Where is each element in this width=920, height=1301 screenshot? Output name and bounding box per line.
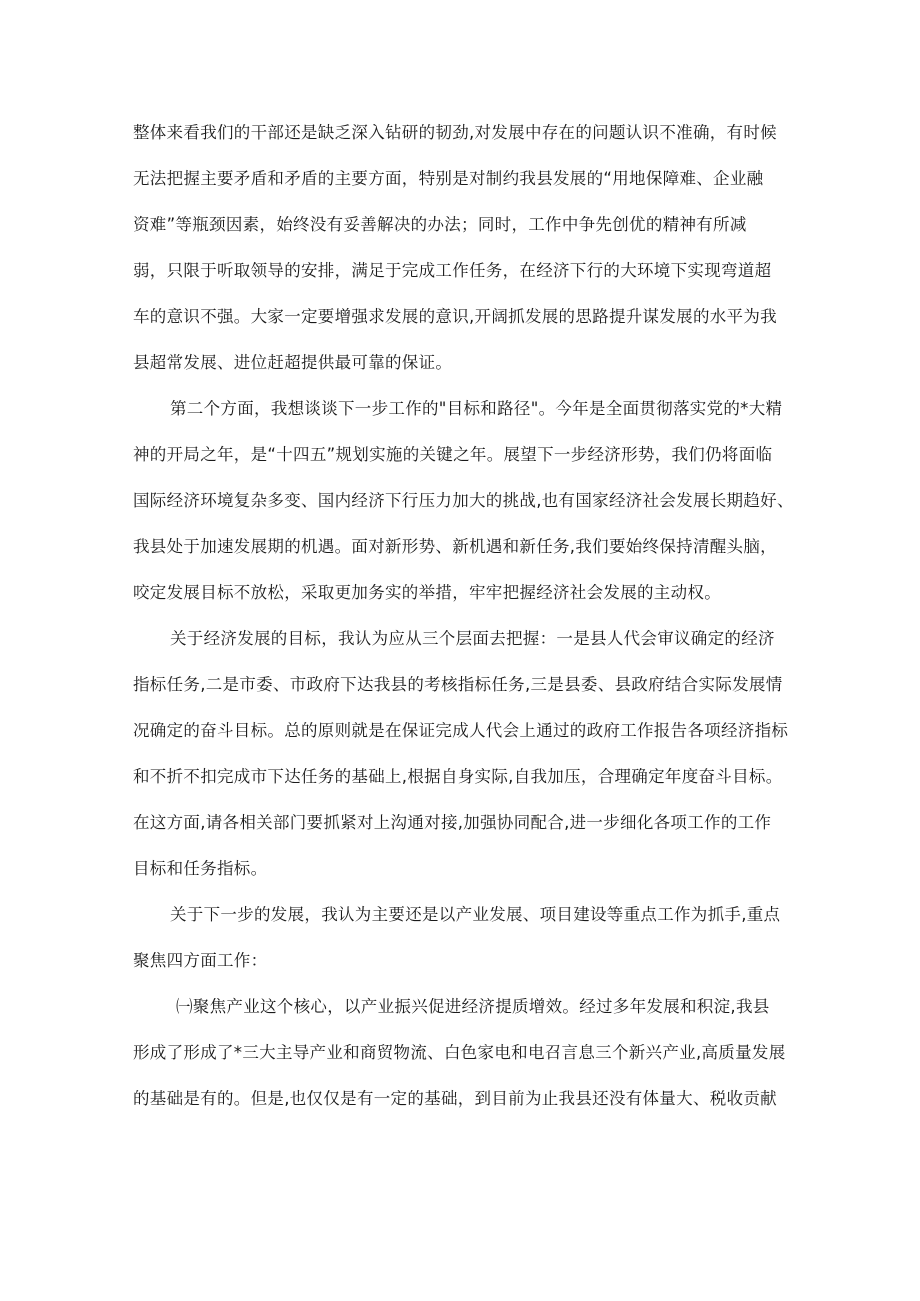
text-line: 资难”等瓶颈因素，始终没有妥善解决的办法；同时，工作中争先创优的精神有所减: [133, 215, 747, 234]
text-line: 形成了形成了*三大主导产业和商贸物流、白色家电和电召言息三个新兴产业,高质量发展: [133, 1043, 786, 1062]
text-line: 况确定的奋斗目标。总的原则就是在保证完成人代会上通过的政府工作报告各项经济指标: [133, 721, 789, 740]
text-line: 关于经济发展的目标，我认为应从三个层面去把握：一是县人代会审议确定的经济: [170, 629, 775, 648]
text-line: 目标和任务指标。: [133, 859, 268, 878]
text-line: 弱，只限于听取领导的安排，满足于完成工作任务，在经济下行的大环境下实现弯道超: [133, 261, 772, 280]
text-line: 咬定发展目标不放松，采取更加务实的举措，牢牢把握经济社会发展的主动权。: [133, 583, 721, 602]
text-line: 国际经济环境复杂多变、国内经济下行压力加大的挑战,也有国家经济社会发展长期趋好、: [133, 491, 794, 510]
text-line: 和不折不扣完成市下达任务的基础上,根据自身实际,自我加压，合理确定年度奋斗目标。: [133, 767, 783, 786]
text-line: 的基础是有的。但是,也仅仅是有一定的基础，到目前为止我县还没有体量大、税收贡献: [133, 1089, 777, 1108]
text-line: 无法把握主要矛盾和矛盾的主要方面，特别是对制约我县发展的“用地保障难、企业融: [133, 169, 764, 188]
text-line: 在这方面,请各相关部门要抓紧对上沟通对接,加强协同配合,进一步细化各项工作的工作: [133, 813, 772, 832]
text-line: 县超常发展、进位赶超提供最可靠的保证。: [133, 353, 453, 372]
text-line: 聚焦四方面工作：: [133, 951, 268, 970]
text-line: 车的意识不强。大家一定要增强求发展的意识,开阔抓发展的思路提升谋发展的水平为我: [133, 307, 777, 326]
text-line: 关于下一步的发展，我认为主要还是以产业发展、项目建设等重点工作为抓手,重点: [170, 905, 781, 924]
text-line: 我县处于加速发展期的机遇。面对新形势、新机遇和新任务,我们要始终保持清醒头脑，: [133, 537, 777, 556]
text-line: 整体来看我们的干部还是缺乏深入钻研的韧劲,对发展中存在的问题认识不准确，有时候: [133, 123, 777, 142]
text-line: 指标任务,二是市委、市政府下达我县的考核指标任务,三是县委、县政府结合实际发展情: [133, 675, 783, 694]
text-line: 神的开局之年，是“十四五”规划实施的关键之年。展望下一步经济形势，我们仍将面临: [133, 445, 773, 464]
text-line: 第二个方面，我想谈谈下一步工作的"目标和路径"。今年是全面贯彻落实党的*大精: [170, 399, 783, 418]
text-line: ㈠聚焦产业这个核心，以产业振兴促进经济提质增效。经过多年发展和积淀,我县: [176, 997, 770, 1016]
